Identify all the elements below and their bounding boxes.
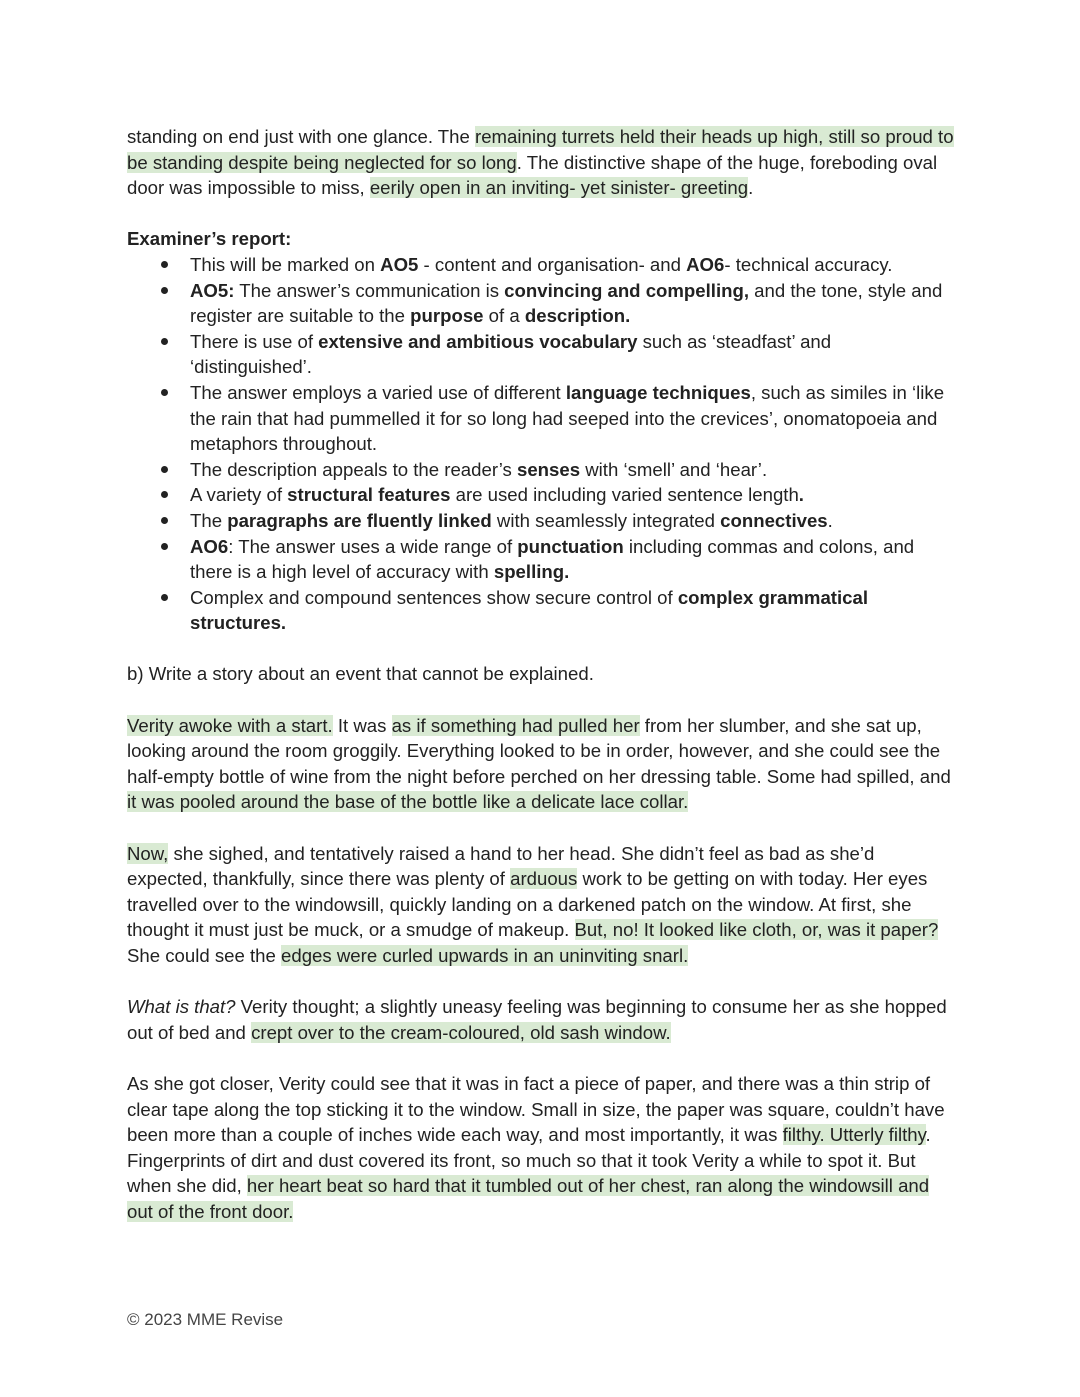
highlighted-text: as if something had pulled her xyxy=(391,714,640,736)
text-run: purpose xyxy=(410,305,484,327)
text-run: of a xyxy=(483,305,525,327)
text-run: A variety of xyxy=(190,484,288,506)
text-run: - content and organisation- and xyxy=(418,253,687,275)
text-run: She could see the xyxy=(127,945,282,966)
text-run: . xyxy=(827,509,833,531)
story-paragraph-1 xyxy=(127,713,957,815)
report-bullet xyxy=(190,534,957,585)
text-run: standing on end just with one glance. The xyxy=(127,126,476,147)
highlighted-text: it was pooled around the base of the bottle like a delicate lace collar. xyxy=(127,791,689,813)
text-run: and the tone, style and register are suitable to the xyxy=(190,279,943,327)
text-run: punctuation xyxy=(517,535,624,557)
report-bullet xyxy=(190,278,957,329)
text-run: The description appeals to the reader’s xyxy=(190,458,517,480)
highlighted-text: eerily open in an inviting- yet sinister- greeting xyxy=(369,177,749,199)
text-run: she sighed, and tentatively raised a hand to her head. She didn’t feel as bad as she’d expected, thankfully, since there was plenty of xyxy=(127,842,875,890)
report-bullet xyxy=(190,252,957,278)
text-run: Verity thought; a slightly uneasy feeling was beginning to consume her as she hopped out of bed and xyxy=(127,996,947,1043)
highlighted-text: edges were curled upwards in an uninviting snarl. xyxy=(281,945,689,966)
text-run: including commas and colons, and there is a high level of accuracy with xyxy=(190,535,915,583)
text-run: from her slumber, and she sat up, looking around the room groggily. Everything looked to be in order, however, and she could see the half-empty bottle of wine from the night before perched on her dressing table. Some had spilled, and xyxy=(127,714,951,787)
text-run: work to be getting on with today. Her eyes travelled over to the windowsill, quickly landing on a darkened patch on the window. At first, she thought it must just be muck, or a smudge of makeup. xyxy=(127,868,928,941)
text-run: AO6 xyxy=(686,253,725,275)
text-run: structural features xyxy=(287,484,451,506)
report-heading: Examiner’s report: xyxy=(127,228,292,250)
story-paragraph-3 xyxy=(127,994,957,1045)
text-run: The xyxy=(190,509,228,531)
highlighted-text: crept over to the cream-coloured, old sash window. xyxy=(251,1021,671,1043)
story-paragraph-4 xyxy=(127,1071,957,1225)
text-run: There is use of xyxy=(190,330,319,352)
text-run: Complex and compound sentences show secure control of xyxy=(190,586,678,608)
text-run: extensive and ambitious vocabulary xyxy=(318,330,638,352)
report-bullet xyxy=(190,585,957,636)
text-run: description. xyxy=(524,305,631,327)
text-run: senses xyxy=(516,458,581,480)
report-bullet xyxy=(190,380,957,457)
text-run: AO6 xyxy=(190,535,229,557)
highlighted-text: Now, xyxy=(127,842,169,864)
text-run: . xyxy=(798,484,804,506)
text-run: with seamlessly integrated xyxy=(491,509,721,531)
text-run: paragraphs are fluently linked xyxy=(227,509,492,531)
copyright-footer: © 2023 MME Revise xyxy=(127,1310,284,1329)
text-run: . Fingerprints of dirt and dust covered its front, so much so that it took Verity a while to spot it. But when she did, xyxy=(127,1124,931,1197)
text-run: language techniques xyxy=(565,381,751,403)
text-run: - technical accuracy. xyxy=(724,253,893,275)
text-run: The answer employs a varied use of different xyxy=(190,381,566,403)
report-bullet xyxy=(190,457,957,483)
text-run: What is that? xyxy=(127,996,236,1018)
text-run: . The distinctive shape of the huge, foreboding oval door was impossible to miss, xyxy=(127,151,938,199)
highlighted-text: Verity awoke with a start. xyxy=(127,714,333,736)
highlighted-text: remaining turrets held their heads up high, still so proud to be standing despite being neglected for so long xyxy=(127,126,954,173)
text-run: It was xyxy=(332,714,392,736)
story-paragraph-2 xyxy=(127,841,957,969)
highlighted-text: filthy. Utterly filthy xyxy=(782,1124,926,1146)
text-run: . xyxy=(748,177,754,199)
text-run: The answer’s communication is xyxy=(234,279,505,301)
text-run: convincing and compelling, xyxy=(504,279,750,301)
text-run: connectives xyxy=(720,509,828,531)
intro-paragraph xyxy=(127,124,957,201)
text-run: complex grammatical structures. xyxy=(190,586,868,634)
report-bullet xyxy=(190,482,957,508)
text-run: AO5: xyxy=(190,279,235,301)
text-run: such as ‘steadfast’ and ‘distinguished’. xyxy=(190,330,832,378)
document-body xyxy=(127,124,957,1250)
text-run: AO5 xyxy=(380,253,419,275)
text-run: : The answer uses a wide range of xyxy=(228,535,518,557)
text-run: As she got closer, Verity could see that it was in fact a piece of paper, and there was a thin strip of clear tape along the top sticking it to the window. Small in size, the paper was square, couldn’t have been more than a couple of inches wide each way, and most importantly, it was xyxy=(127,1072,945,1146)
report-bullet xyxy=(190,508,957,534)
text-run: , such as similes in ‘like the rain that had pummelled it for so long had seeped into the crevices’, onomatopoeia and metaphors throughout. xyxy=(190,381,945,455)
question-b: b) Write a story about an event that cannot be explained. xyxy=(127,663,594,685)
highlighted-text: arduous xyxy=(510,868,578,890)
examiner-report xyxy=(127,226,957,636)
report-bullet-list xyxy=(127,252,957,636)
text-run: are used including varied sentence length xyxy=(450,484,799,506)
highlighted-text: her heart beat so hard that it tumbled out of her chest, ran along the windowsill and out of the front door. xyxy=(127,1175,930,1222)
highlighted-text: But, no! It looked like cloth, or, was it paper? xyxy=(574,919,939,941)
text-run: This will be marked on xyxy=(190,253,381,275)
text-run: spelling. xyxy=(493,561,570,583)
text-run: with ‘smell’ and ‘hear’. xyxy=(580,458,768,480)
report-bullet xyxy=(190,329,957,380)
